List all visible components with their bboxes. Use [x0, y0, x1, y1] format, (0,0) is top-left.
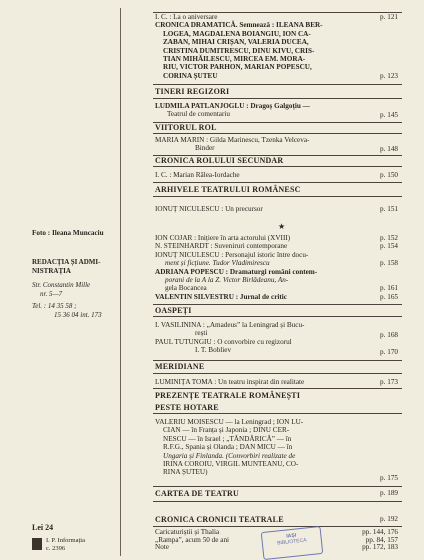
entry-line: LUDMILA PATLANJOGLU : Dragoș Galgoțiu —	[155, 102, 310, 110]
entry-line: Note	[155, 543, 169, 552]
entry-line: rești	[195, 329, 208, 338]
rule	[153, 98, 402, 99]
rule	[153, 133, 402, 134]
rule	[153, 360, 402, 361]
entry-line: N. STEINHARDT : Suveniruri contemporane	[155, 242, 288, 251]
toc-entry-articles	[155, 234, 390, 301]
page-number: p. 145	[380, 111, 398, 119]
printer-info	[46, 537, 85, 552]
entry-line: I. VASILININA : „Amadeus” la Leningrad și Bucu-	[155, 321, 305, 329]
rule	[153, 373, 402, 374]
phone-line: Tel. : 14 35 58 ;	[32, 302, 77, 310]
entry-line: gela Bocancea	[165, 284, 207, 293]
page-number: p. 148	[380, 145, 398, 153]
price: Lei 24	[32, 523, 54, 532]
entry-line: TIAN MIHĂILESCU, MIRCEA EM. MORA-	[163, 55, 306, 64]
toc-entry-marin	[155, 136, 390, 153]
section-heading-meridiane: MERIDIANE	[155, 362, 205, 371]
entry-line: porani de la A la Z. Victor Birlădeanu, An-	[165, 276, 289, 285]
editorial-line: NISTRAȚIA	[32, 267, 71, 275]
rule	[153, 413, 402, 414]
section-heading-viitorul-rol: VIITORUL ROL	[155, 123, 217, 132]
entry-line: R.F.G., Spania și Olanda ; DAN MICU — în	[163, 443, 293, 452]
page-number: p. 154	[380, 242, 398, 250]
library-stamp	[261, 526, 324, 560]
rule	[153, 388, 402, 389]
page-number: p. 192	[380, 515, 398, 523]
entry-line: Binder	[195, 144, 215, 153]
entry-line: LOGEA, MAGDALENA BOIANGIU, ION CA-	[163, 29, 311, 38]
printer-line: c. 2396	[46, 544, 66, 552]
rule	[153, 196, 402, 197]
editorial-heading	[32, 258, 100, 276]
rule	[153, 84, 402, 85]
section-heading-prezente: PREZENȚE TEATRALE ROMÂNEȘTI	[155, 391, 301, 400]
toc-entry-prezente	[155, 418, 390, 477]
page-number: p. 151	[380, 205, 398, 213]
phone-line: 15 36 04 int. 173	[54, 311, 102, 319]
toc-entry-precursor: IONUȚ NICULESCU : Un precursor	[155, 205, 263, 213]
page-number: p. 175	[380, 474, 398, 482]
page-number: p. 123	[380, 72, 398, 80]
entry-line: „Rampa”, acum 50 de ani	[155, 535, 230, 544]
entry-line: NESCU — în Israel ; „TĂNDĂRICĂ” — în	[163, 434, 292, 443]
rule	[153, 316, 402, 317]
entry-line: ION COJAR : Inițiere în arta actorului (XVIII)	[155, 234, 291, 242]
page-number: p. 150	[380, 171, 398, 179]
entry-line: MARIA MARIN : Gilda Marinescu, Tzenka Velceva-	[155, 136, 310, 144]
page-number: p. 189	[380, 489, 398, 497]
entry-line: Teatrul de comentariu	[167, 110, 230, 119]
editorial-line: REDACȚIA ȘI ADMI-	[32, 258, 101, 266]
section-heading-peste-hotare: PESTE HOTARE	[155, 403, 219, 412]
entry-line: RIU, VICTOR PARHON, MARIAN POPESCU,	[163, 63, 312, 72]
rule	[153, 182, 402, 183]
address-line: Str. Constantin Mille	[32, 281, 91, 289]
rule	[153, 486, 402, 487]
entry-line: RINA ȘUTEU)	[163, 468, 208, 477]
page-number: p. 170	[380, 348, 398, 356]
page-number-list	[362, 529, 398, 552]
entry-line: ZABAN, MIHAI CRIȘAN, VALERIA DUCEA,	[163, 38, 309, 47]
section-heading-arhivele: ARHIVELE TEATRULUI ROMÂNESC	[155, 185, 301, 194]
page-number: p. 165	[380, 293, 398, 301]
stamp-line: BIBLIOTECA	[276, 537, 307, 547]
toc-entry-patlanjoglu	[155, 102, 390, 119]
photo-credit: Foto : Ileana Muncaciu	[32, 229, 104, 237]
printer-line: I. P. Informația	[46, 537, 85, 544]
entry-line: Ungaria și Finlanda. (Convorbiri realizate de	[163, 451, 296, 460]
section-heading-oaspeti: OASPEȚI	[155, 306, 192, 315]
entry-line: VALERIU MOISESCU — la Leningrad ; ION LU-	[155, 418, 304, 426]
column-divider	[120, 8, 121, 556]
page-number: pp. 84, 157	[365, 535, 398, 544]
entry-line: ADRIANA POPESCU : Dramaturgi români contem-	[155, 267, 318, 276]
entry-line: CRISTINA DUMITRESCU, DINU KIVU, CRIS-	[163, 46, 315, 55]
page-number: p. 173	[380, 378, 398, 386]
entry-line: CRONICA DRAMATICĂ. Semnează : ILEANA BER-	[155, 21, 323, 30]
entry-line: PAUL TUTUNGIU : O convorbire cu regizorul	[155, 337, 292, 346]
toc-entry-meridiane: LUMINIȚA TOMA : Un teatru inspirat din realitate	[155, 378, 305, 386]
page-number: p. 168	[380, 331, 398, 339]
page-number: pp. 172, 183	[362, 543, 398, 552]
page-number: p. 152	[380, 234, 398, 242]
stamp-line: IAȘI	[286, 532, 297, 540]
section-heading-cronica-cronicii: CRONICA CRONICII TEATRALE	[155, 515, 284, 524]
rule	[153, 501, 402, 502]
rule	[153, 304, 402, 305]
page-number: p. 121	[380, 13, 398, 21]
entry-line: IRINA COROIU, VIRGIL MUNTEANU, CO-	[163, 460, 299, 469]
page-number: p. 158	[380, 259, 398, 267]
address	[32, 281, 90, 299]
rule	[153, 166, 402, 167]
entry-line: Caricaturiștii și Thalia	[155, 528, 220, 536]
toc-entry-cronica-dramatica	[155, 13, 390, 80]
entry-line: ment și ficțiune. Tudor Vladimirescu	[165, 259, 270, 268]
phone	[32, 302, 102, 320]
entry-line: I. T. Bobliev	[195, 346, 232, 355]
entry-line: CORINA ȘUTEU	[163, 71, 218, 80]
entry-line: IONUȚ NICULESCU : Personajul istoric între docu-	[155, 250, 309, 259]
star-icon: ★	[278, 222, 286, 231]
page-number: pp. 144, 176	[362, 528, 398, 536]
section-heading-cronica-rolului: CRONICA ROLULUI SECUNDAR	[155, 156, 284, 165]
address-line: nr. 5—7	[40, 290, 63, 298]
entry-line: I. C. : La o aniversare	[155, 13, 218, 21]
toc-entry-ralea: I. C. : Marian Râlea-Iordache	[155, 171, 240, 179]
entry-line: VALENTIN SILVESTRU : Jurnal de critic	[155, 292, 287, 301]
printer-logo-icon	[32, 538, 42, 550]
section-heading-tineri-regizori: TINERI REGIZORI	[155, 87, 230, 96]
rule	[153, 526, 402, 527]
entry-line: CIAN — în Franța și Japonia ; DINU CER-	[163, 426, 290, 435]
toc-entry-oaspeti	[155, 321, 390, 355]
section-heading-cartea: CARTEA DE TEATRU	[155, 489, 239, 498]
page-number: p. 161	[380, 284, 398, 292]
